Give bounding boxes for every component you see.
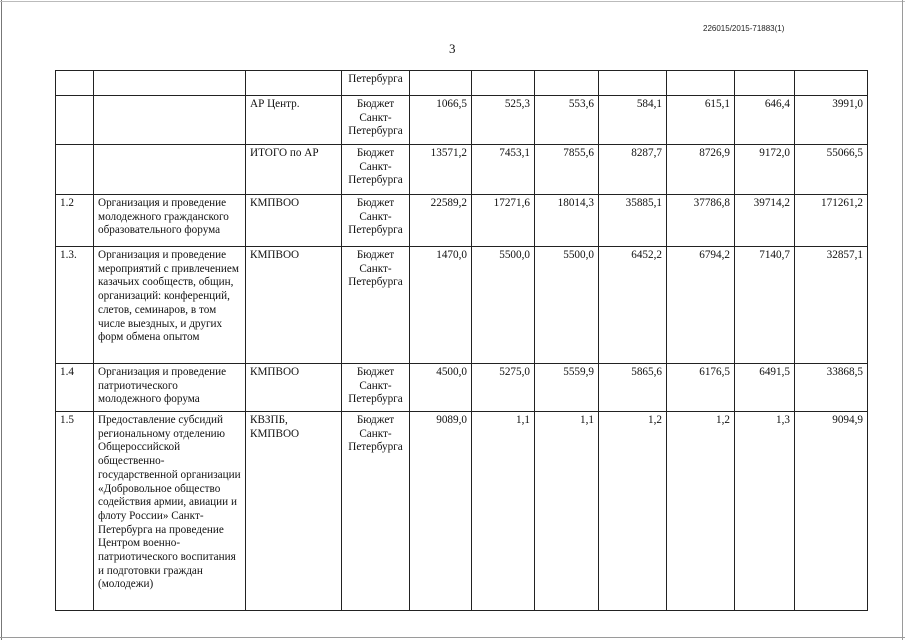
amount-cell: 18014,3 [535, 195, 599, 247]
funding-source-cell: Бюджет Санкт-Петербурга [342, 412, 410, 611]
amount-cell: 3991,0 [795, 96, 868, 145]
activity-cell: Организация и проведение молодежного гражданского образовательного форума [94, 195, 246, 247]
amount-cell: 6452,2 [599, 247, 667, 364]
row-number-cell: 1.2 [56, 195, 94, 247]
amount-cell: 39714,2 [735, 195, 795, 247]
amount-cell: 32857,1 [795, 247, 868, 364]
amount-cell [472, 71, 535, 96]
amount-cell [410, 71, 472, 96]
amount-cell: 5500,0 [535, 247, 599, 364]
table-row [56, 412, 868, 611]
funding-source-cell: Бюджет Санкт-Петербурга [342, 247, 410, 364]
funding-source-cell: Петербурга [342, 71, 410, 96]
table-row [56, 145, 868, 195]
amount-cell: 1066,5 [410, 96, 472, 145]
amount-cell: 7140,7 [735, 247, 795, 364]
amount-cell: 7453,1 [472, 145, 535, 195]
table-row [56, 195, 868, 247]
amount-cell: 5500,0 [472, 247, 535, 364]
executor-cell: АР Центр. [246, 96, 342, 145]
table-row [56, 247, 868, 364]
table-row [56, 364, 868, 412]
executor-cell: КВЗПБ, КМПВОО [246, 412, 342, 611]
funding-source-cell: Бюджет Санкт-Петербурга [342, 195, 410, 247]
page-border-bottom [0, 637, 905, 638]
amount-cell: 1,2 [599, 412, 667, 611]
amount-cell: 55066,5 [795, 145, 868, 195]
amount-cell: 525,3 [472, 96, 535, 145]
amount-cell: 1,3 [735, 412, 795, 611]
table-body [56, 71, 868, 611]
amount-cell: 5275,0 [472, 364, 535, 412]
table-row [56, 96, 868, 145]
amount-cell: 35885,1 [599, 195, 667, 247]
amount-cell [795, 71, 868, 96]
amount-cell [599, 71, 667, 96]
amount-cell: 171261,2 [795, 195, 868, 247]
budget-table [55, 70, 868, 611]
executor-cell: КМПВОО [246, 364, 342, 412]
amount-cell: 1,1 [535, 412, 599, 611]
amount-cell: 6491,5 [735, 364, 795, 412]
table-row [56, 71, 868, 96]
amount-cell: 9094,9 [795, 412, 868, 611]
amount-cell: 33868,5 [795, 364, 868, 412]
amount-cell: 6176,5 [667, 364, 735, 412]
funding-source-cell: Бюджет Санкт-Петербурга [342, 364, 410, 412]
executor-cell: КМПВОО [246, 195, 342, 247]
amount-cell: 13571,2 [410, 145, 472, 195]
row-number-cell: 1.4 [56, 364, 94, 412]
amount-cell: 553,6 [535, 96, 599, 145]
amount-cell: 5559,9 [535, 364, 599, 412]
amount-cell: 22589,2 [410, 195, 472, 247]
amount-cell [667, 71, 735, 96]
funding-source-cell: Бюджет Санкт-Петербурга [342, 96, 410, 145]
activity-cell: Организация и проведение патриотического молодежного форума [94, 364, 246, 412]
amount-cell: 37786,8 [667, 195, 735, 247]
activity-cell [94, 71, 246, 96]
page-border-right [902, 0, 903, 640]
amount-cell: 9172,0 [735, 145, 795, 195]
amount-cell [735, 71, 795, 96]
amount-cell: 1,1 [472, 412, 535, 611]
amount-cell: 8287,7 [599, 145, 667, 195]
amount-cell: 615,1 [667, 96, 735, 145]
executor-cell [246, 71, 342, 96]
amount-cell: 7855,6 [535, 145, 599, 195]
page-border-top [0, 1, 905, 2]
row-number-cell [56, 96, 94, 145]
row-number-cell [56, 145, 94, 195]
amount-cell: 4500,0 [410, 364, 472, 412]
executor-cell: КМПВОО [246, 247, 342, 364]
amount-cell: 17271,6 [472, 195, 535, 247]
activity-cell [94, 145, 246, 195]
amount-cell: 5865,6 [599, 364, 667, 412]
row-number-cell: 1.3. [56, 247, 94, 364]
activity-cell: Предоставление субсидий региональному отделению Общероссийской общественно-государственной организации «Добровольное общество содействия армии, авиации и флоту России» Санкт-Петербурга на проведение Центром военно-патриотического воспитания и подготовки граждан (молодежи) [94, 412, 246, 611]
amount-cell: 9089,0 [410, 412, 472, 611]
row-number-cell [56, 71, 94, 96]
activity-cell: Организация и проведение мероприятий с привлечением казачьих сообществ, общин, организаций: конференций, слетов, семинаров, в том числе выездных, и других форм обмена опытом [94, 247, 246, 364]
amount-cell [535, 71, 599, 96]
row-number-cell: 1.5 [56, 412, 94, 611]
page-number: 3 [449, 41, 456, 56]
amount-cell: 584,1 [599, 96, 667, 145]
amount-cell: 1,2 [667, 412, 735, 611]
funding-source-cell: Бюджет Санкт-Петербурга [342, 145, 410, 195]
document-id: 226015/2015-71883(1) [703, 24, 785, 33]
amount-cell: 6794,2 [667, 247, 735, 364]
amount-cell: 646,4 [735, 96, 795, 145]
executor-cell: ИТОГО по АР [246, 145, 342, 195]
activity-cell [94, 96, 246, 145]
amount-cell: 8726,9 [667, 145, 735, 195]
amount-cell: 1470,0 [410, 247, 472, 364]
page-border-left [1, 0, 2, 640]
